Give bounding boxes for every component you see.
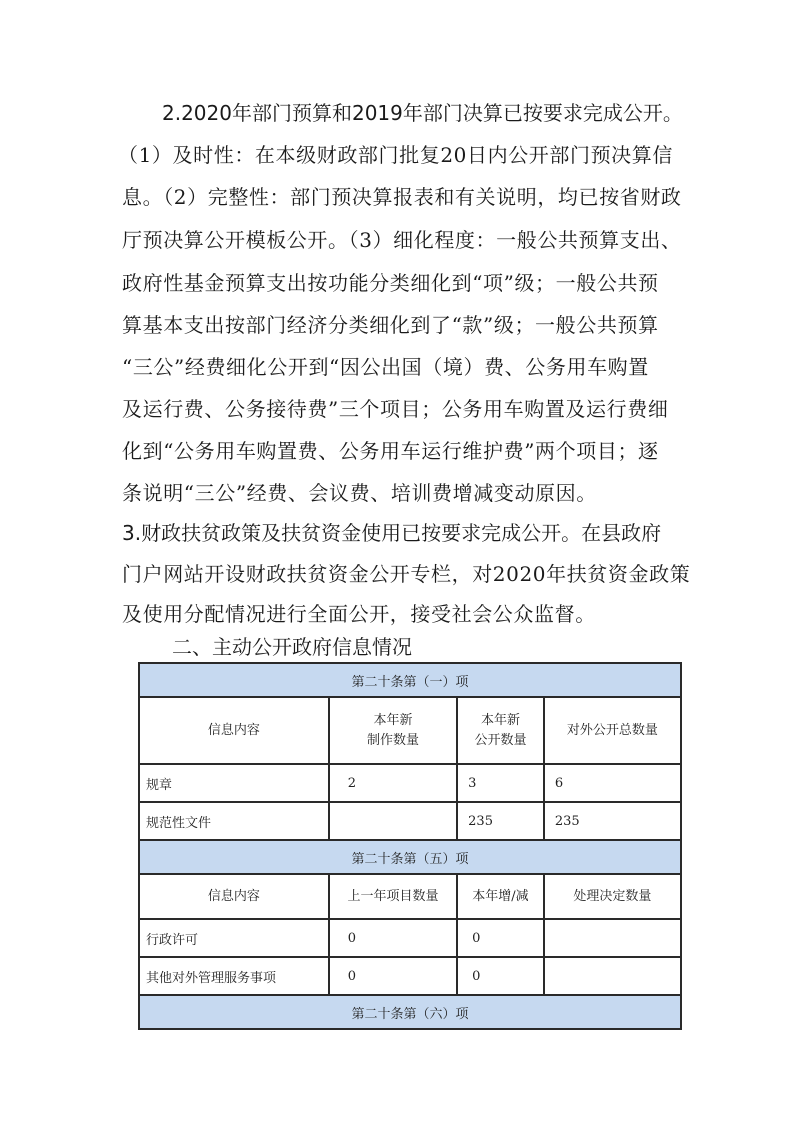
- table-row: [139, 802, 681, 840]
- section-title: 第二十条第（一）项: [139, 663, 681, 697]
- header-row: [139, 874, 681, 919]
- section-title: 第二十条第（六）项: [139, 995, 681, 1029]
- table-cell: 规章: [139, 764, 329, 802]
- table-row: [139, 764, 681, 802]
- table-cell: 其他对外管理服务事项: [139, 957, 329, 995]
- header-line: 制作数量: [366, 732, 419, 748]
- info-table: [138, 662, 682, 1030]
- item2-line-8: 化到“公务用车购置费、公务用车运行维护费”两个项目；逐: [122, 439, 659, 463]
- column-header: 处理决定数量: [544, 874, 681, 919]
- column-header: 信息内容: [139, 697, 329, 764]
- item2-line-3: 厅预决算公开模板公开。（3）细化程度：一般公共预算支出、: [122, 228, 682, 252]
- table-cell: 0: [457, 957, 544, 995]
- section-title: 第二十条第（五）项: [139, 840, 681, 874]
- table-cell: 0: [329, 919, 457, 957]
- item2-line-7: 及运行费、公务接待费”三个项目；公务用车购置及运行费细: [122, 397, 669, 421]
- header-line: 公开数量: [474, 732, 527, 748]
- item2-title: 2.2020年部门预算和2019年部门决算已按要求完成公开。: [162, 101, 683, 125]
- column-header: 本年增/减: [457, 874, 544, 919]
- header-line: 本年新: [373, 712, 413, 728]
- section-row: [139, 840, 681, 874]
- header-line: 本年新: [480, 712, 520, 728]
- column-header: 上一年项目数量: [329, 874, 457, 919]
- table-cell: 235: [457, 802, 544, 840]
- item2-line-4: 政府性基金预算支出按功能分类细化到“项”级；一般公共预: [122, 271, 659, 295]
- column-header: [329, 697, 457, 764]
- section-heading: 二、主动公开政府信息情况: [172, 635, 412, 659]
- table-cell: 6: [544, 764, 681, 802]
- column-header: 信息内容: [139, 874, 329, 919]
- item3-line-1: 门户网站开设财政扶贫资金公开专栏，对2020年扶贫资金政策: [122, 562, 691, 586]
- table-cell: 规范性文件: [139, 802, 329, 840]
- table-row: [139, 919, 681, 957]
- table-cell: 3: [457, 764, 544, 802]
- item2-line-5: 算基本支出按部门经济分类细化到了“款”级；一般公共预算: [122, 313, 659, 337]
- column-header: 对外公开总数量: [544, 697, 681, 764]
- table-cell: [329, 802, 457, 840]
- table-cell: [544, 919, 681, 957]
- item2-line-9: 条说明“三公”经费、会议费、培训费增减变动原因。: [122, 481, 597, 505]
- table-row: [139, 957, 681, 995]
- column-header: [457, 697, 544, 764]
- table-cell: 235: [544, 802, 681, 840]
- section-row: [139, 995, 681, 1029]
- header-row: [139, 697, 681, 764]
- table-cell: 0: [329, 957, 457, 995]
- table-cell: [544, 957, 681, 995]
- item3-title: 3.财政扶贫政策及扶贫资金使用已按要求完成公开。在县政府: [122, 521, 662, 545]
- table-cell: 0: [457, 919, 544, 957]
- table-cell: 2: [329, 764, 457, 802]
- section-row: [139, 663, 681, 697]
- item2-line-6: “三公”经费细化公开到“因公出国（境）费、公务用车购置: [122, 355, 649, 379]
- item2-line-1: （1）及时性：在本级财政部门批复20日内公开部门预决算信: [118, 143, 673, 167]
- item2-line-2: 息。（2）完整性：部门预决算报表和有关说明，均已按省财政: [122, 185, 682, 209]
- item3-line-2: 及使用分配情况进行全面公开，接受社会公众监督。: [122, 602, 596, 626]
- table-cell: 行政许可: [139, 919, 329, 957]
